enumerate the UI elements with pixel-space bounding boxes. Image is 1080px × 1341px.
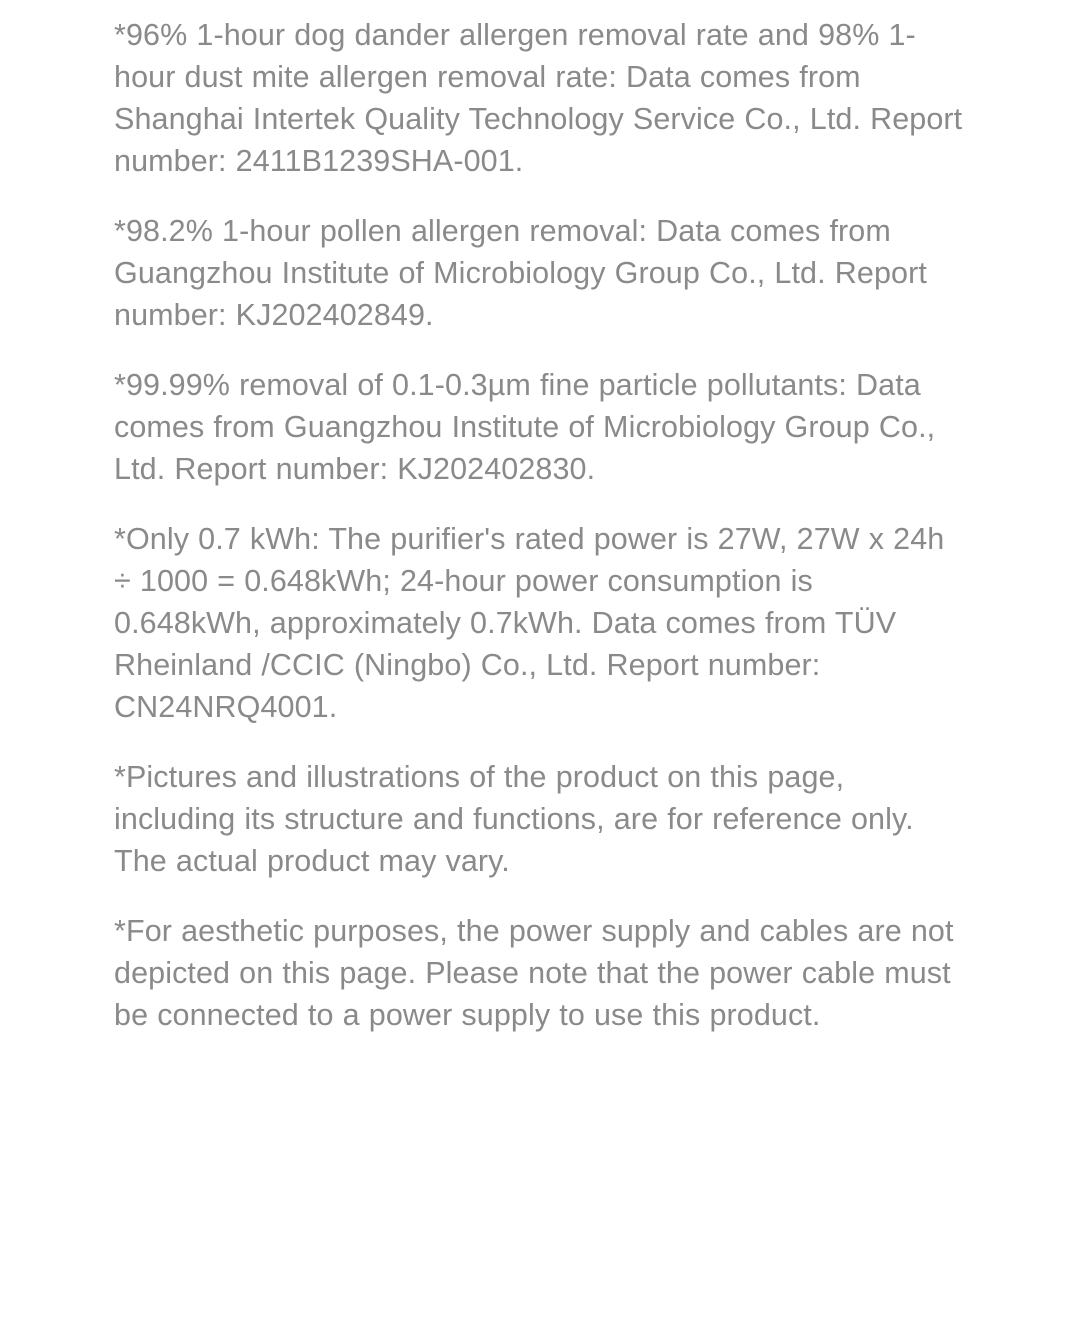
disclaimer-paragraph-power-consumption: *Only 0.7 kWh: The purifier's rated power is 27W, 27W x 24h ÷ 1000 = 0.648kWh; 24-hour power consumption is 0.648kWh, approximately 0.7kWh. Data comes from TÜV Rheinland /CCIC (Ningbo) Co., Ltd. Report number: CN24NRQ4001. bbox=[114, 522, 945, 724]
disclaimer-paragraph-pollen-removal: *98.2% 1-hour pollen allergen removal: Data comes from Guangzhou Institute of Microbiology Group Co., Ltd. Report number: KJ202402849. bbox=[114, 214, 927, 332]
disclaimer-list bbox=[114, 14, 968, 1036]
disclaimer-paragraph-allergen-removal: *96% 1-hour dog dander allergen removal rate and 98% 1-hour dust mite allergen removal rate: Data comes from Shanghai Intertek Quality Technology Service Co., Ltd. Report number: 2411B1239SHA-001. bbox=[114, 18, 963, 178]
disclaimer-paragraph-power-cable: *For aesthetic purposes, the power supply and cables are not depicted on this page. Please note that the power cable must be connected to a power supply to use this product. bbox=[114, 914, 954, 1032]
disclaimer-paragraph-fine-particle-removal: *99.99% removal of 0.1-0.3µm fine particle pollutants: Data comes from Guangzhou Institute of Microbiology Group Co., Ltd. Report number: KJ202402830. bbox=[114, 368, 936, 486]
disclaimer-paragraph-illustrations: *Pictures and illustrations of the product on this page, including its structure and functions, are for reference only. The actual product may vary. bbox=[114, 760, 914, 878]
